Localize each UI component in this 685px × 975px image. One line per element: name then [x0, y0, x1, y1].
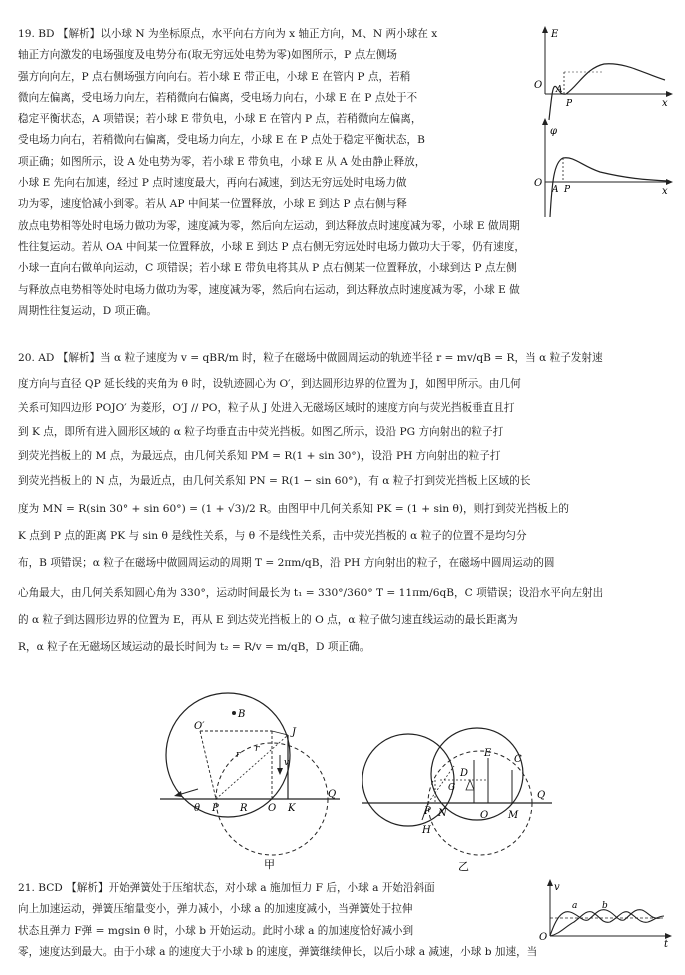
label-o: O	[268, 803, 277, 814]
q19-line: 小球 E 先向右加速，经过 P 点时速度最大，再向右减速，到达无穷远处时电场力做	[18, 177, 407, 190]
q20-line: 到荧光挡板上的 M 点，为最远点，由几何关系知 PM = R(1 + sin 30°)，设沿 PH 方向射出的粒子打	[18, 450, 501, 462]
q20-line: 到 K 点，即所有进入圆形区域的 α 粒子均垂直击中荧光挡板。如图乙所示，设沿 PG 方向射出的粒子打	[18, 426, 504, 438]
q20-line: 度为 MN = R(sin 30° + sin 60°) = (1 + √3)/2 R。由图甲中几何关系知 PK = (1 + sin θ)，则打到荧光挡板上的	[18, 503, 569, 515]
label-r: R	[240, 803, 248, 814]
x-axis-label: x	[662, 98, 668, 109]
label-o-prime: O′	[194, 721, 205, 732]
q20-line: 的 α 粒子到达圆形边界的位置为 E，再从 E 到达荧光挡板上的 O 点，α 粒子做匀速直线运动的最长距离为	[18, 614, 518, 626]
q19-line: 功为零，速度恰减小到零。若从 AP 中间某一位置释放，小球 E 到达 P 点右侧与释	[18, 198, 407, 211]
q20-line: R，α 粒子在无磁场区域运动的最长时间为 t₂ = R/v = m/qB，D 项正确。	[18, 641, 371, 653]
label-h: H	[422, 825, 431, 836]
q20-line: 到荧光挡板上的 N 点，为最近点，由几何关系知 PN = R(1 − sin 60°)，有 α 粒子打到荧光挡板上区域的长	[18, 475, 531, 487]
curve-b-label: b	[602, 901, 608, 911]
q19-line: 小球一直向右做单向运动，C 项错误；若小球 E 带负电将其从 P 点右侧某一位置释放，小球到达 P 点左侧	[18, 262, 517, 275]
label-p-yi: P	[424, 806, 431, 817]
figure-jia	[160, 685, 350, 875]
q20-line: 20. AD 【解析】当 α 粒子速度为 v = qBR/m 时，粒子在磁场中做圆周运动的轨迹半径 r = mv/qB = R，当 α 粒子发射速	[18, 352, 603, 364]
label-theta: θ	[194, 803, 201, 814]
x-axis-label-2: x	[662, 186, 668, 197]
q19-line: 19. BD 【解析】以小球 N 为坐标原点，水平向右方向为 x 轴正方向，M、N 两小球在 x	[18, 28, 438, 40]
label-q: Q	[328, 789, 337, 800]
q19-line: 微向左偏离，受电场力向左，若稍微向右偏离，受电场力向右，小球 E 在 P 点处于不	[18, 91, 418, 104]
label-k: K	[288, 803, 296, 814]
label-p: P	[212, 803, 219, 814]
point-p-label: P	[566, 99, 573, 109]
label-m: M	[508, 810, 519, 821]
label-b: B	[238, 709, 246, 720]
point-a-label-2: A	[552, 185, 559, 195]
q19-line: 强方向向左，P 点右侧场强方向向右。若小球 E 带正电，小球 E 在管内 P 点，若稍	[18, 70, 411, 83]
q19-field-graphs	[530, 22, 680, 222]
q20-line: 度方向与直径 QP 延长线的夹角为 θ 时，设轨迹圆心为 O′，到达圆形边界的位置为 J，如图甲所示。由几何	[18, 378, 521, 390]
q19-line: 与释放点电势相等处时电场力做功为零，速度减为零，然后向右运动，到达释放点时速度减为零，小球 E 做	[18, 283, 520, 296]
label-q-yi: Q	[537, 790, 546, 801]
point-a-label: A	[556, 85, 563, 95]
point-p-label-2: P	[564, 185, 571, 195]
label-v: v	[284, 758, 290, 768]
origin-label-q21: O	[539, 932, 548, 943]
q21-line: 向上加速运动，弹簧压缩量变小，弹力减小，小球 a 的加速度减小，当弹簧处于拉伸	[18, 903, 413, 916]
q19-line: 周期性往复运动，D 项正确。	[18, 304, 157, 317]
t-axis-label: t	[664, 939, 669, 948]
curve-a-label: a	[572, 901, 578, 911]
q20-line: 布，B 项错误；α 粒子在磁场中做圆周运动的周期 T = 2πm/qB，沿 PH 方向射出的粒子，在磁场中圆周运动的圆	[18, 557, 555, 569]
q20-text	[18, 344, 668, 662]
q20-line: 心角最大，由几何关系知圆心角为 330°，运动时间最长为 t₁ = 330°/360° T = 11πm/6qB，C 项错误；设沿水平向左射出	[18, 587, 604, 599]
q21-line: 零，速度达到最大。由于小球 a 的速度大于小球 b 的速度，弹簧继续伸长，以后小球 a 减速，小球 b 加速，当	[18, 945, 538, 958]
q19-line: 轴正方向激发的电场强度及电势分布(取无穷远处电势为零)如图所示，P 点左侧场	[18, 49, 397, 62]
label-c: C	[514, 754, 522, 765]
label-r2: r	[236, 750, 241, 760]
q21-line: 状态且弹力 F弹 = mgsin θ 时，小球 b 开始运动。此时小球 a 的加速度恰好减小到	[18, 924, 414, 937]
q19-line: 项正确；如图所示，设 A 处电势为零，若小球 E 带负电，小球 E 从 A 处由静止释放，	[18, 155, 426, 168]
q19-line: 性往复运动。若从 OA 中间某一位置释放，小球 E 到达 P 点右侧无穷远处时电场力做功大于零，仍有速度，	[18, 240, 525, 253]
origin-label: O	[534, 80, 543, 91]
label-o-yi: O	[480, 810, 489, 821]
figure-yi	[362, 720, 562, 880]
origin-label-2: O	[534, 178, 543, 189]
q20-line: K 点到 P 点的距离 PK 与 sin θ 是线性关系，与 θ 不是线性关系，击中荧光挡板的 α 粒子的位置不是均匀分	[18, 530, 527, 542]
label-j: J	[292, 727, 297, 738]
q20-line: 关系可知四边形 POJO′ 为菱形，O′J // PO，粒子从 J 处进入无磁场区域时的速度方向与荧光挡板垂直且打	[18, 402, 515, 414]
label-n: N	[438, 808, 447, 819]
q19-line: 受电场力向右，若稍微向右偏离，受电场力向左，小球 E 在 P 点处于稳定平衡状态，B	[18, 134, 425, 147]
q21-line: 21. BCD 【解析】开始弹簧处于压缩状态，对小球 a 施加恒力 F 后，小球 a 开始沿斜面	[18, 882, 435, 894]
caption-yi: 乙	[458, 860, 469, 873]
q21-vt-graph	[536, 878, 676, 948]
q19-line: 放点电势相等处时电场力做功为零，速度减为零，然后向左运动，到达释放点时速度减为零，小球 E 做周期	[18, 219, 520, 232]
q19-line: 稳定平衡状态，A 项错误；若小球 E 带负电，小球 E 在管内 P 点，若稍微向左偏离，	[18, 113, 422, 126]
label-e: E	[484, 748, 492, 759]
label-d: D	[460, 768, 469, 779]
e-axis-label: E	[551, 29, 559, 40]
label-r1: r	[255, 744, 260, 754]
phi-axis-label: φ	[550, 126, 558, 137]
caption-jia: 甲	[264, 858, 275, 871]
label-g: G	[448, 783, 456, 793]
v-axis-label: v	[554, 882, 560, 893]
